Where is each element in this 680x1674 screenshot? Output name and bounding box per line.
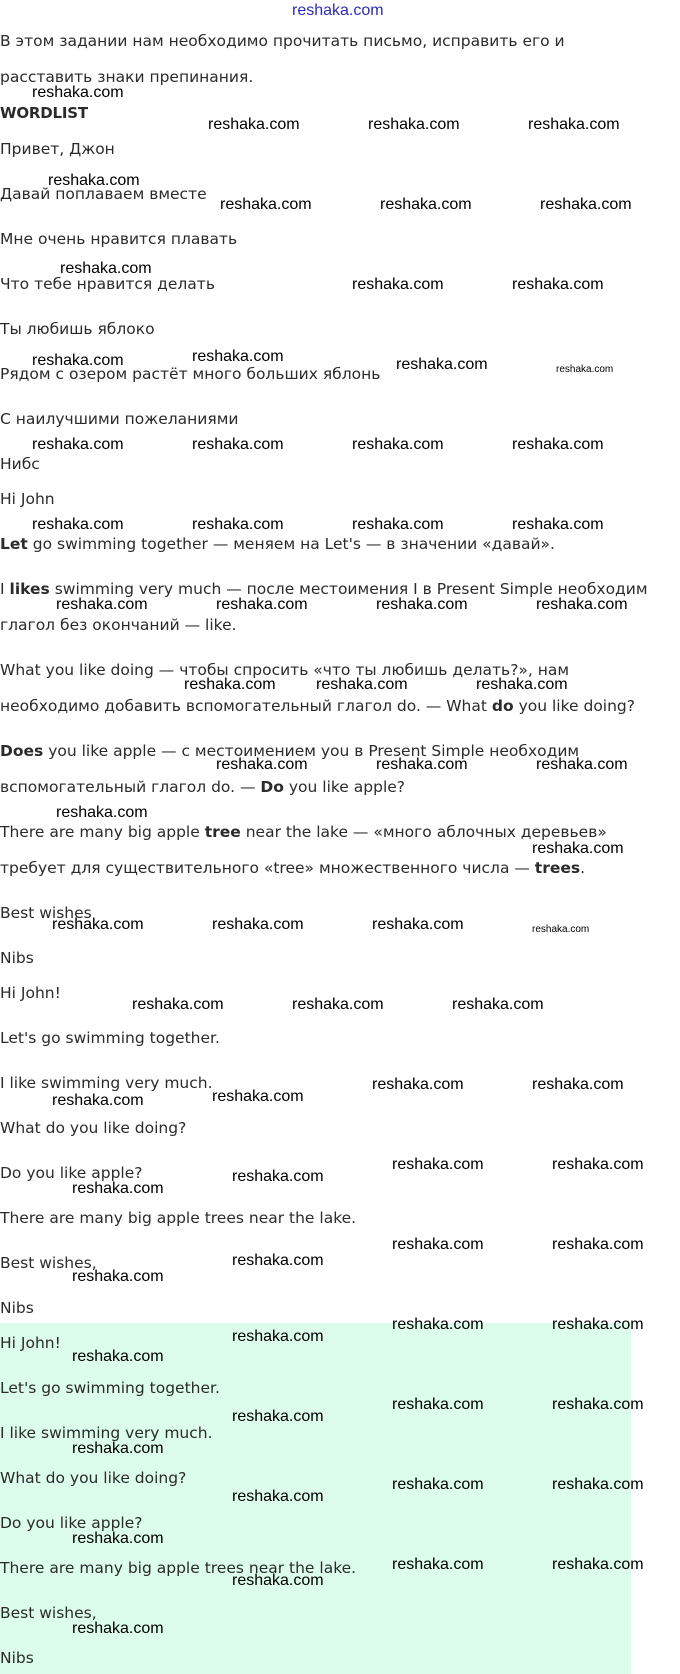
letter-line: Do you like apple?: [0, 1164, 143, 1182]
wordlist-item: Привет, Джон: [0, 140, 115, 158]
watermark: reshaka.com: [72, 1180, 164, 1197]
bold-word: trees: [534, 859, 581, 877]
watermark: reshaka.com: [392, 1556, 484, 1573]
explanation-tree-2: [0, 858, 585, 878]
letter-line: Hi John!: [0, 984, 61, 1002]
watermark: reshaka.com: [232, 1328, 324, 1345]
watermark: reshaka.com: [536, 596, 628, 613]
watermark: reshaka.com: [552, 1556, 644, 1573]
bold-word: likes: [9, 580, 50, 598]
wordlist-item: Нибс: [0, 455, 40, 473]
watermark: reshaka.com: [192, 436, 284, 453]
letter-line: Best wishes,: [0, 1254, 97, 1272]
explanation-let: [0, 534, 555, 554]
watermark: reshaka.com: [232, 1572, 324, 1589]
answer-line: Let's go swimming together.: [0, 1379, 220, 1397]
watermark: reshaka.com: [532, 924, 590, 935]
watermark: reshaka.com: [72, 1530, 164, 1547]
watermark: reshaka.com: [32, 352, 124, 369]
explanation-nibs: Nibs: [0, 949, 34, 967]
wordlist-item: С наилучшими пожеланиями: [0, 410, 239, 428]
answer-line: Nibs: [0, 1649, 34, 1667]
watermark: reshaka.com: [512, 276, 604, 293]
answer-line: There are many big apple trees near the lake.: [0, 1559, 357, 1577]
watermark: reshaka.com: [72, 1620, 164, 1637]
watermark: reshaka.com: [208, 116, 300, 133]
watermark: reshaka.com: [132, 996, 224, 1013]
intro-line-2: расставить знаки препинания.: [0, 68, 254, 86]
watermark: reshaka.com: [352, 436, 444, 453]
explanation-text: you like apple — с местоимением you в Present Simple необходим: [43, 742, 580, 760]
watermark: reshaka.com: [72, 1268, 164, 1285]
watermark: reshaka.com: [192, 516, 284, 533]
watermark: reshaka.com: [352, 276, 444, 293]
watermark: reshaka.com: [532, 840, 624, 857]
watermark: reshaka.com: [32, 436, 124, 453]
watermark: reshaka.com: [552, 1476, 644, 1493]
watermark: reshaka.com: [232, 1488, 324, 1505]
bold-word: tree: [204, 823, 241, 841]
wordlist-heading: WORDLIST: [0, 104, 88, 122]
explanation-tree-1: [0, 822, 607, 842]
watermark: reshaka.com: [32, 84, 124, 101]
watermark: reshaka.com: [56, 804, 148, 821]
watermark: reshaka.com: [184, 676, 276, 693]
watermark: reshaka.com: [220, 196, 312, 213]
watermark: reshaka.com: [352, 516, 444, 533]
watermark: reshaka.com: [372, 916, 464, 933]
watermark: reshaka.com: [552, 1396, 644, 1413]
watermark: reshaka.com: [452, 996, 544, 1013]
letter-line: Nibs: [0, 1299, 34, 1317]
letter-line: I like swimming very much.: [0, 1074, 213, 1092]
explanation-text: go swimming together — меняем на Let's — в значении «давай».: [27, 535, 555, 553]
watermark: reshaka.com: [392, 1156, 484, 1173]
bold-word: Does: [0, 742, 44, 760]
explanation-text: .: [580, 859, 586, 877]
letter-line: What do you like doing?: [0, 1119, 187, 1137]
answer-line: Hi John!: [0, 1334, 61, 1352]
answer-line: Best wishes,: [0, 1604, 97, 1622]
explanation-text: There are many big apple: [0, 823, 205, 841]
watermark: reshaka.com: [396, 356, 488, 373]
watermark: reshaka.com: [216, 596, 308, 613]
wordlist-item: Давай поплаваем вместе: [0, 185, 207, 203]
watermark: reshaka.com: [376, 756, 468, 773]
wordlist-item: Что тебе нравится делать: [0, 275, 215, 293]
watermark: reshaka.com: [72, 1440, 164, 1457]
watermark: reshaka.com: [212, 916, 304, 933]
explanation-text: you like apple?: [283, 778, 406, 796]
watermark: reshaka.com: [476, 676, 568, 693]
watermark: reshaka.com: [216, 756, 308, 773]
watermark: reshaka.com: [316, 676, 408, 693]
watermark: reshaka.com: [52, 1092, 144, 1109]
watermark: reshaka.com: [72, 1348, 164, 1365]
watermark: reshaka.com: [556, 364, 614, 375]
explanation-hi-john: Hi John: [0, 490, 55, 508]
watermark: reshaka.com: [52, 916, 144, 933]
watermark: reshaka.com: [372, 1076, 464, 1093]
letter-line: There are many big apple trees near the lake.: [0, 1209, 357, 1227]
wordlist-item: Мне очень нравится плавать: [0, 230, 238, 248]
watermark: reshaka.com: [392, 1476, 484, 1493]
watermark: reshaka.com: [536, 756, 628, 773]
watermark: reshaka.com: [528, 116, 620, 133]
explanation-text: необходимо добавить вспомогательный глагол do. — What: [0, 697, 492, 715]
explanation-likes-2: глагол без окончаний — like.: [0, 616, 237, 634]
watermark: reshaka.com: [232, 1252, 324, 1269]
watermark: reshaka.com: [32, 516, 124, 533]
explanation-text: I: [0, 580, 10, 598]
wordlist-item: Ты любишь яблоко: [0, 320, 155, 338]
wordlist-item: Рядом с озером растёт много больших яблонь: [0, 365, 381, 383]
bold-word: do: [491, 697, 514, 715]
site-watermark-header[interactable]: reshaka.com: [292, 2, 384, 19]
letter-line: Let's go swimming together.: [0, 1029, 220, 1047]
explanation-text: you like doing?: [513, 697, 635, 715]
watermark: reshaka.com: [540, 196, 632, 213]
explanation-likes-1: [0, 579, 648, 599]
watermark: reshaka.com: [232, 1168, 324, 1185]
watermark: reshaka.com: [552, 1316, 644, 1333]
intro-line-1: В этом задании нам необходимо прочитать письмо, исправить его и: [0, 32, 565, 50]
answer-line: What do you like doing?: [0, 1469, 187, 1487]
explanation-doing-2: [0, 696, 635, 716]
watermark: reshaka.com: [552, 1156, 644, 1173]
answer-line: Do you like apple?: [0, 1514, 143, 1532]
watermark: reshaka.com: [532, 1076, 624, 1093]
watermark: reshaka.com: [292, 996, 384, 1013]
explanation-does-1: [0, 741, 579, 761]
explanation-text: near the lake — «много аблочных деревьев»: [240, 823, 607, 841]
bold-word: Do: [260, 778, 284, 796]
explanation-doing-1: What you like doing — чтобы спросить «что ты любишь делать?», нам: [0, 661, 570, 679]
explanation-does-2: [0, 777, 405, 797]
answer-line: I like swimming very much.: [0, 1424, 213, 1442]
explanation-text: swimming very much — после местоимения I в Present Simple необходим: [49, 580, 648, 598]
watermark: reshaka.com: [552, 1236, 644, 1253]
bold-word: Let: [0, 535, 28, 553]
watermark: reshaka.com: [392, 1236, 484, 1253]
watermark: reshaka.com: [368, 116, 460, 133]
watermark: reshaka.com: [192, 348, 284, 365]
explanation-best: Best wishes: [0, 904, 92, 922]
explanation-text: вспомогательный глагол do. —: [0, 778, 261, 796]
watermark: reshaka.com: [48, 172, 140, 189]
watermark: reshaka.com: [392, 1396, 484, 1413]
watermark: reshaka.com: [56, 596, 148, 613]
watermark: reshaka.com: [232, 1408, 324, 1425]
watermark: reshaka.com: [512, 516, 604, 533]
watermark: reshaka.com: [512, 436, 604, 453]
watermark: reshaka.com: [60, 260, 152, 277]
explanation-text: требует для существительного «tree» множественного числа —: [0, 859, 535, 877]
watermark: reshaka.com: [392, 1316, 484, 1333]
watermark: reshaka.com: [380, 196, 472, 213]
watermark: reshaka.com: [376, 596, 468, 613]
watermark: reshaka.com: [212, 1088, 304, 1105]
